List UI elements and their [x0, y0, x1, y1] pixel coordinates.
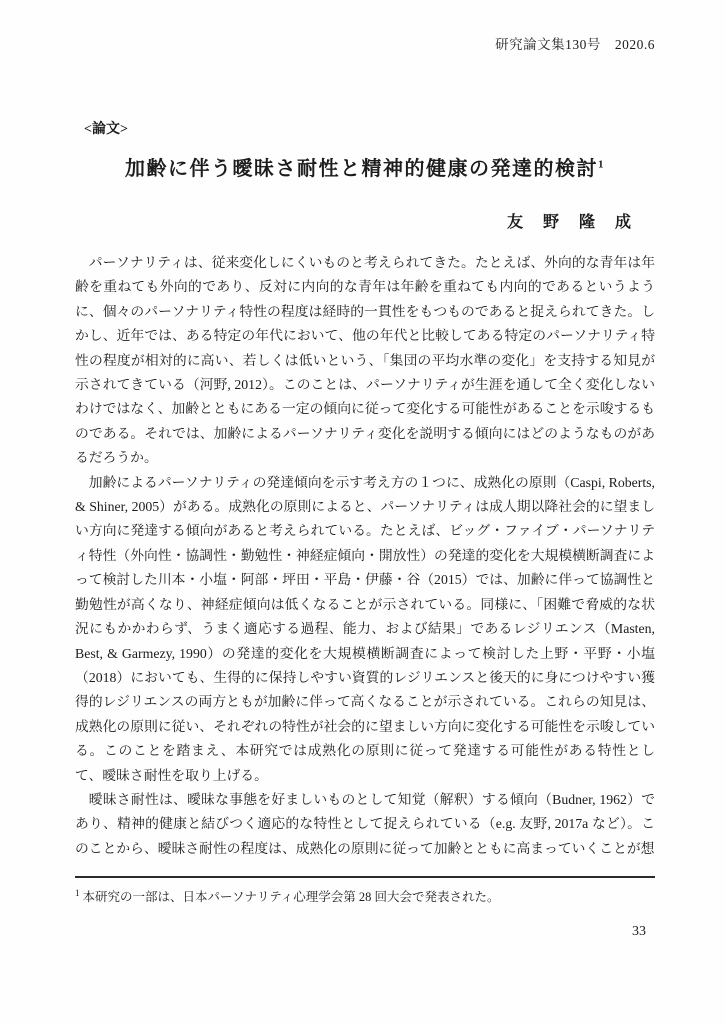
paragraph-maturity-principle: 加齢によるパーソナリティの発達傾向を示す考え方の１つに、成熟化の原則（Caspi, Roberts, & Shiner, 2005）がある。成熟化の原則によると、パーソナリティは成人期以降社会的に望ましい方向に発達する傾向があると考えられている。たとえば、ビッグ・ファイブ・パーソナリティ特性（外向性・協調性・勤勉性・神経症傾向・開放性）の発達的変化を大規模横断調査によって検討した川本・小塩・阿部・坪田・平島・伊藤・谷（2015）では、加齢に伴って協調性と勤勉性が高くなり、神経症傾向は低くなることが示されている。同様に、「困難で脅威的な状況にもかかわらず、うまく適応する過程、能力、および結果」であるレジリエンス（Masten, Best, & Garmezy, 1990）の発達的変化を大規模横断調査によって検討した上野・平野・小塩（2018）においても、生得的に保持しやすい資質的レジリエンスと後天的に身につけやすい獲得的レジリエンスの両方ともが加齢に伴って高くなることが示されている。これらの知見は、成熟化の原則に従い、それぞれの特性が社会的に望ましい方向に変化する可能性を示唆している。このことを踏まえ、本研究では成熟化の原則に従って発達する可能性がある特性として、曖昧さ耐性を取り上げる。	[75, 474, 655, 783]
footnote-divider	[75, 876, 655, 878]
footnote-ref: 1	[75, 888, 80, 898]
footnote	[75, 884, 655, 907]
journal-header: 研究論文集130号 2020.6	[495, 37, 655, 52]
paper-title	[75, 152, 655, 181]
body-text	[75, 251, 655, 861]
footnote-text: 本研究の一部は、日本パーソナリティ心理学会第 28 回大会で発表された。	[82, 890, 500, 905]
paper-title-text: 加齢に伴う曖昧さ耐性と精神的健康の発達的検討	[125, 158, 598, 180]
article-type-label: <論文>	[84, 122, 128, 137]
page-number: 33	[632, 924, 646, 939]
author-name: 友 野 隆 成	[506, 214, 633, 231]
paragraph-ambiguity-tolerance: 曖昧さ耐性は、曖昧な事態を好ましいものとして知覚（解釈）する傾向（Budner, 1962）であり、精神的健康と結びつく適応的な特性として捉えられている（e.g. 友野, 2017a など）。このことから、曖昧さ耐性の程度は、成熟化の原則に従って加齢とともに高まっていくことが想	[75, 791, 655, 856]
paragraph-intro: パーソナリティは、従来変化しにくいものと考えられてきた。たとえば、外向的な青年は年齢を重ねても外向的であり、反対に内向的な青年は年齢を重ねても内向的であるというように、個々のパーソナリティ特性の程度は経時的一貫性をもつものであると捉えられてきた。しかし、近年では、ある特定の年代において、他の年代と比較してある特定のパーソナリティ特性の程度が相対的に高い、若しくは低いという、「集団の平均水準の変化」を支持する知見が示されてきている（河野, 2012）。このことは、パーソナリティが生涯を通して全く変化しないわけではなく、加齢とともにある一定の傾向に従って変化する可能性があることを示唆するものである。それでは、加齢によるパーソナリティ変化を説明する傾向にはどのようなものがあるだろうか。	[75, 255, 655, 466]
title-footnote-ref: 1	[598, 158, 605, 171]
